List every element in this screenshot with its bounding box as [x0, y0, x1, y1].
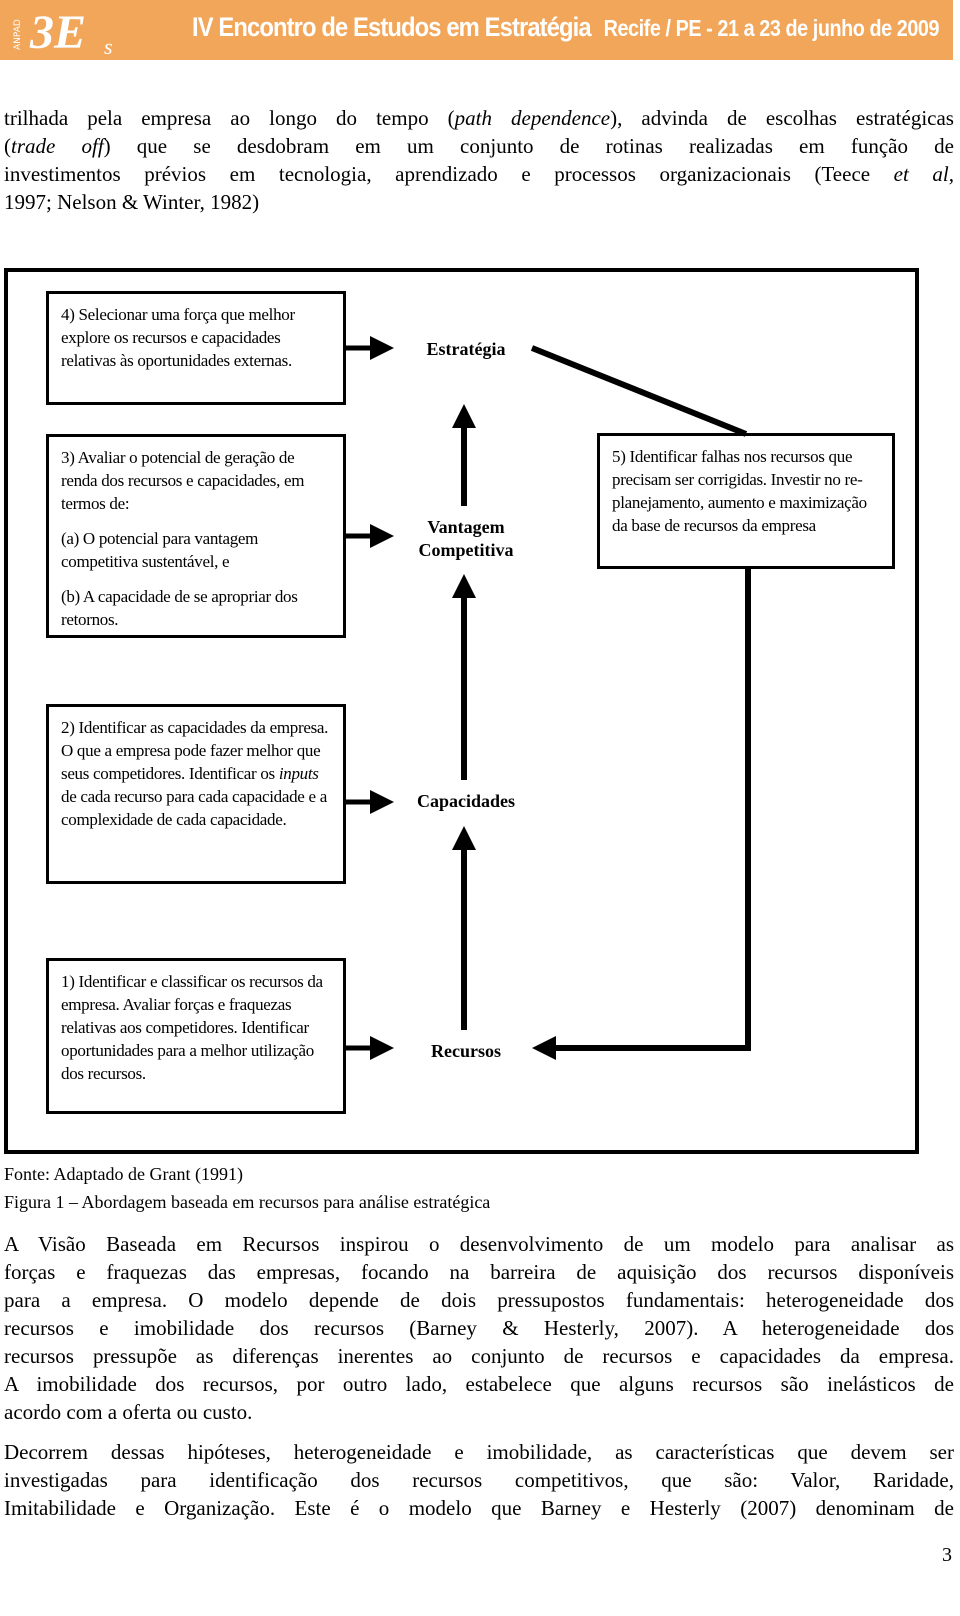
node-estrategia: Estratégia	[426, 339, 506, 359]
conference-title: IV Encontro de Estudos em Estratégia	[192, 12, 591, 42]
figure-source: Fonte: Adaptado de Grant (1991)	[4, 1164, 243, 1184]
figure-caption: Figura 1 – Abordagem baseada em recursos para análise estratégica	[4, 1192, 491, 1212]
svg-text:s: s	[104, 34, 113, 56]
step-2-box: 2) Identificar as capacidades da empresa. O que a empresa pode fazer melhor que seus competidores. Identificar os inputs de cada recurso para cada capacidade e a complexidade de cada capacidade.	[46, 704, 346, 884]
body-paragraph-2: Decorrem dessas hipóteses, heterogeneidade e imobilidade, as características que devem ser investigadas para identificação dos recursos competitivos, que são: Valor, Raridade, Imitabilidade e Organização. Este é o modelo que Barney e Hesterly (2007) denominam de	[4, 1440, 954, 1520]
node-vantagem-competitiva: Vantagem Competitiva	[418, 517, 514, 560]
svg-text:ANPAD: ANPAD	[13, 19, 23, 50]
body-paragraph-1: A Visão Baseada em Recursos inspirou o desenvolvimento de um modelo para analisar as forças e fraquezas das empresas, focando na barreira de aquisição dos recursos disponíveis para a empresa. O modelo depende de dois pressupostos fundamentais: heterogeneidade dos recursos e imobilidade dos recursos (Barney & Hesterly, 2007). A heterogeneidade dos recursos pressupõe as diferenças inerentes ao conjunto de recursos e capacidades da empresa. A imobilidade dos recursos, por outro lado, estabelece que alguns recursos são inelásticos de acordo com a oferta ou custo.	[4, 1232, 954, 1424]
node-capacidades: Capacidades	[416, 791, 515, 811]
page-number: 3	[942, 1544, 952, 1566]
conference-date: Recife / PE - 21 a 23 de junho de 2009	[603, 15, 939, 41]
step-1-box: 1) Identificar e classificar os recursos da empresa. Avaliar forças e fraquezas relativas aos competidores. Identificar oportunidades para a melhor utilização dos recursos.	[46, 958, 346, 1114]
node-recursos: Recursos	[431, 1041, 501, 1061]
step-4-box: 4) Selecionar uma força que melhor explore os recursos e capacidades relativas às oportunidades externas.	[46, 291, 346, 405]
intro-paragraph: trilhada pela empresa ao longo do tempo (path dependence), advinda de escolhas estratégicas (trade off) que se desdobram em um conjunto de rotinas realizadas em função de investimentos prévios em tecnologia, aprendizado e processos organizacionais (Teece et al, 1997; Nelson & Winter, 1982)	[4, 106, 954, 214]
step-3-box: 3) Avaliar o potencial de geração de renda dos recursos e capacidades, em termos de: (a) O potencial para vantagem competitiva sustentável, e (b) A capacidade de se apropriar dos retornos.	[46, 434, 346, 638]
conference-header-bar	[0, 0, 953, 60]
step-5-box: 5) Identificar falhas nos recursos que precisam ser corrigidas. Investir no re-planejamento, aumento e maximização da base de recursos da empresa	[597, 433, 895, 569]
anpad-3es-logo	[8, 4, 138, 56]
svg-text:3E: 3E	[30, 6, 87, 56]
